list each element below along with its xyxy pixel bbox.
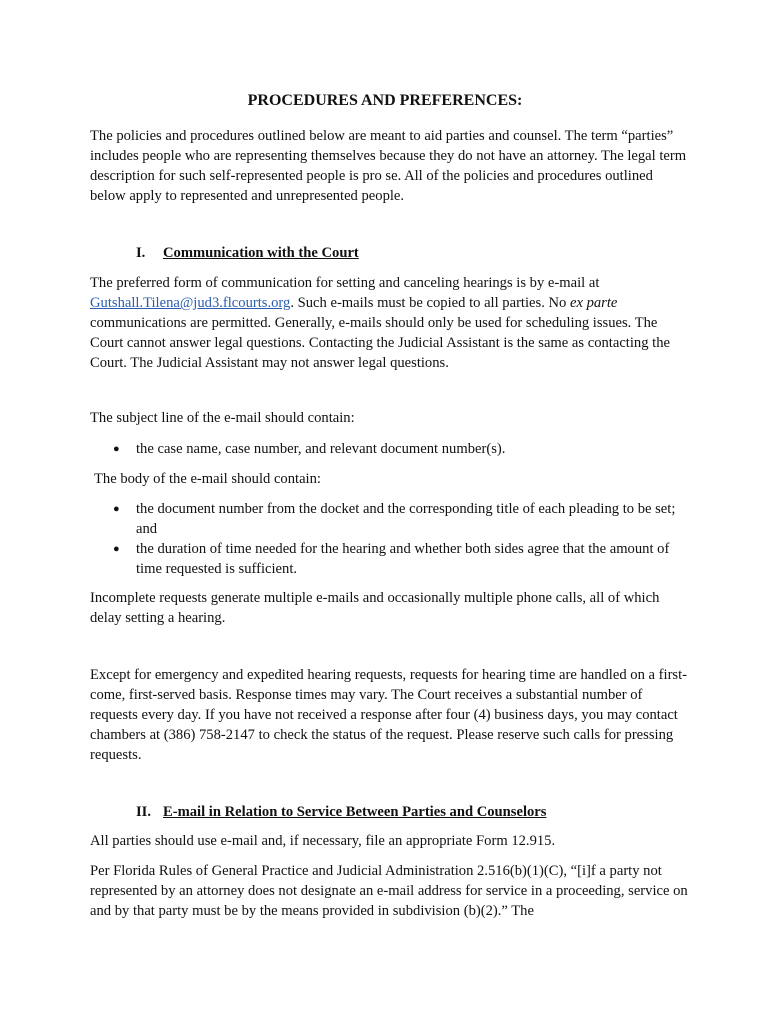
hearing-requests-paragraph: Except for emergency and expedited hearing requests, requests for hearing time are handled on a first-come, first-served basis. Response times may vary. The Court receives a substantial number of requests every day. If you have not received a response after four (4) business days, you may contact chambers at (386) 758-2147 to check the status of the request. Please reserve such calls for pressing requests. [90, 667, 688, 763]
intro-paragraph: The policies and procedures outlined below are meant to aid parties and counsel. The term “parties” includes people who are representing themselves because they do not have an attorney. The legal term description for such self-represented people is pro se. All of the policies and procedures outlined below apply to represented and unrepresented people. [90, 128, 687, 204]
paragraph-text: communications are permitted. Generally, e-mails should only be used for scheduling issues. The Court cannot answer legal questions. Contacting the Judicial Assistant is the same as contacting the Court. The Judicial Assistant may not answer legal questions. [90, 315, 670, 371]
bullet-icon: ● [113, 503, 120, 515]
body-intro: The body of the e-mail should contain: [94, 471, 321, 487]
section-title: E-mail in Relation to Service Between Parties and Counselors [163, 804, 547, 820]
bullet-icon: ● [113, 543, 120, 555]
email-usage-paragraph: All parties should use e-mail and, if necessary, file an appropriate Form 12.915. [90, 833, 556, 849]
emphasis-text: ex parte [569, 295, 618, 311]
rules-paragraph: Per Florida Rules of General Practice and Judicial Administration 2.516(b)(1)(C), “[i]f a party not represented by an attorney does not designate an e-mail address for service in a proceeding, service on and by that party must be by the means provided in subdivision (b)(2).” The [90, 863, 688, 919]
subject-line-intro: The subject line of the e-mail should contain: [90, 410, 355, 426]
section-heading-email-service [136, 802, 546, 822]
list-item-text: the document number from the docket and the corresponding title of each pleading to be set; and [136, 501, 676, 537]
paragraph-text: The preferred form of communication for setting and canceling hearings is by e-mail at [90, 275, 600, 291]
email-link[interactable]: Gutshall.Tilena@jud3.flcourts.org [90, 295, 291, 311]
section-title: Communication with the Court [163, 245, 359, 261]
list-item-text: the duration of time needed for the hearing and whether both sides agree that the amount of time requested is sufficient. [136, 541, 670, 577]
bullet-icon: ● [113, 443, 120, 455]
section-number: II. [136, 804, 152, 820]
paragraph-text: . Such e-mails must be copied to all parties. No [290, 295, 570, 311]
incomplete-requests-paragraph: Incomplete requests generate multiple e-mails and occasionally multiple phone calls, all of which delay setting a hearing. [90, 590, 660, 626]
section-heading-communication [136, 243, 359, 263]
section-number: I. [136, 245, 146, 261]
list-item-text: the case name, case number, and relevant document number(s). [136, 441, 506, 457]
communication-paragraph [90, 273, 690, 373]
page-title: PROCEDURES AND PREFERENCES: [247, 92, 523, 109]
